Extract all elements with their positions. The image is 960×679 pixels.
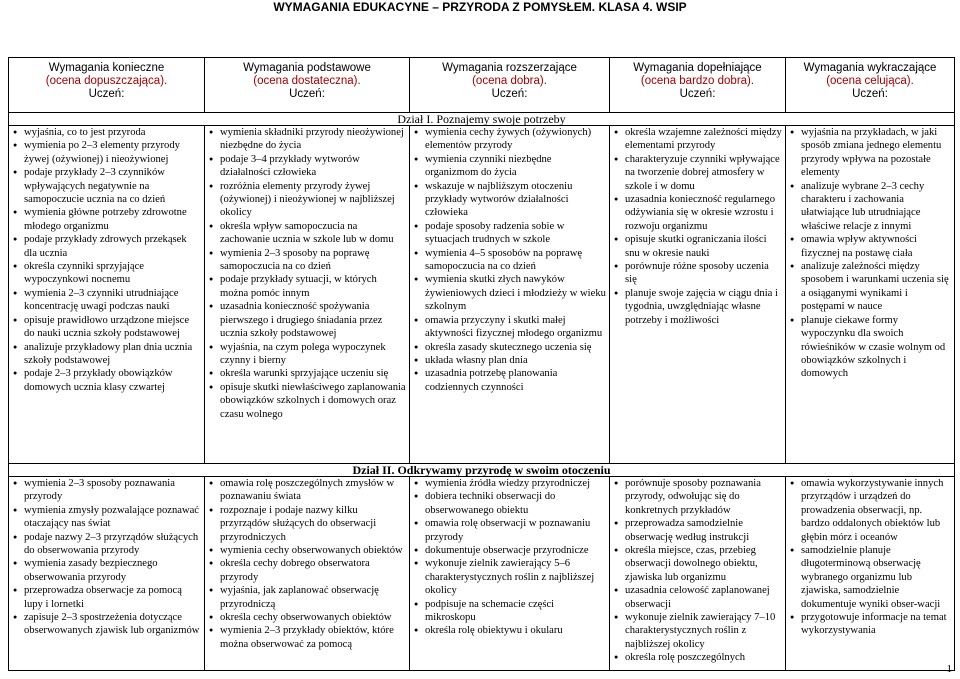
requirement-item: ● opisuje prawidłowo urządzone miejsce do nauki ucznia szkoły podstawowej — [24, 314, 202, 341]
section-1-col-4 — [610, 126, 786, 464]
requirement-item: ● zapisuje 2–3 spostrzeżenia dotyczące obserwowanych zjawisk lub organizmów — [24, 611, 202, 638]
section-1-row — [9, 126, 955, 464]
requirement-item: ● wyjaśnia, co to jest przyroda — [24, 126, 202, 139]
requirement-item: ● określa cechy obserwowanych obiektów — [220, 611, 407, 624]
requirement-item: ● określa rolę poszczególnych — [625, 651, 783, 664]
requirement-item: ● określa wpływ samopoczucia na zachowanie ucznia w szkole lub w domu — [220, 220, 407, 247]
requirement-item: ● opisuje skutki ograniczania ilości snu w okresie nauki — [625, 233, 783, 260]
requirement-item: ● podaje przykłady zdrowych przekąsek dla ucznia — [24, 233, 202, 260]
requirement-item: ● podaje 3–4 przykłady wytworów działalności człowieka — [220, 153, 407, 180]
requirement-item: ● określa wzajemne zależności między elementami przyrody — [625, 126, 783, 153]
requirement-item: ● przygotowuje informacje na temat wykorzystywania — [801, 611, 952, 638]
requirement-item: ● wymienia po 2–3 elementy przyrody żywej (ożywionej) i nieożywionej — [24, 139, 202, 166]
requirement-item: ● porównuje sposoby poznawania przyrody, odwołując się do konkretnych przykładów — [625, 477, 783, 517]
requirement-item: ● wymienia zmysły pozwalające poznawać otaczający nas świat — [24, 504, 202, 531]
requirement-item: ● uzasadnia celowość zaplanowanej obserwacji — [625, 584, 783, 611]
requirement-item: ● podaje przykłady sytuacji, w których można pomóc innym — [220, 273, 407, 300]
requirement-item: ● podaje przykłady 2–3 czynników wpływających negatywnie na samopoczucie ucznia na co dzień — [24, 166, 202, 206]
requirement-item: ● rozpoznaje i podaje nazwy kilku przyrządów służących do obserwacji przyrodniczych — [220, 504, 407, 544]
section-2-col-1 — [9, 477, 205, 671]
requirement-item: ● określa zasady skutecznego uczenia się — [425, 341, 607, 354]
section-1-col-1 — [9, 126, 205, 464]
section-header-1 — [9, 113, 955, 126]
requirement-item: ● uzasadnia konieczność spożywania pierwszego i drugiego śniadania przez ucznia szkoły podstawowej — [220, 300, 407, 340]
requirement-item: ● omawia przyczyny i skutki małej aktywności fizycznej młodego organizmu — [425, 314, 607, 341]
section-title: Dział I. Poznajemy swoje potrzeby — [9, 113, 955, 126]
requirement-item: ● omawia rolę poszczególnych zmysłów w poznawaniu świata — [220, 477, 407, 504]
section-1-col-2 — [205, 126, 410, 464]
document-title: WYMAGANIA EDUKACYNE – PRZYRODA Z POMYSŁEM. KLASA 4. WSIP — [273, 0, 687, 14]
requirement-item: ● podaje sposoby radzenia sobie w sytuacjach trudnych w szkole — [425, 220, 607, 247]
requirement-item: ● określa czynniki sprzyjające wypoczynkowi nocnemu — [24, 260, 202, 287]
section-1-col-3 — [410, 126, 610, 464]
requirement-item: ● określa miejsce, czas, przebieg obserwacji dowolnego obiektu, zjawiska lub organizmu — [625, 544, 783, 584]
requirement-item: ● wskazuje w najbliższym otoczeniu przykłady wytworów działalności człowieka — [425, 180, 607, 220]
requirement-item: ● przeprowadza obserwacje za pomocą lupy i lornetki — [24, 584, 202, 611]
requirement-item: ● wymienia 4–5 sposobów na poprawę samopoczucia na co dzień — [425, 247, 607, 274]
requirement-item: ● planuje swoje zajęcia w ciągu dnia i tygodnia, uwzględniając własne potrzeby i możliwości — [625, 287, 783, 327]
requirement-item: ● określa rolę obiektywu i okularu — [425, 624, 607, 637]
section-2-row — [9, 477, 955, 671]
column-header-wykraczajace: Wymagania wykraczające (ocena celująca). Uczeń: — [786, 58, 955, 113]
requirement-item: ● wymienia cechy obserwowanych obiektów — [220, 544, 407, 557]
requirement-item: ● samodzielnie planuje długoterminową obserwację wybranego organizmu lub zjawiska, samodzielnie dokumentuje wyniki obser-wacji — [801, 544, 952, 611]
requirement-item: ● omawia wykorzystywanie innych przyrządów i urządzeń do prowadzenia obserwacji, np. bardzo oddalonych obiektów lub głębin mórz i oceanów — [801, 477, 952, 544]
requirement-item: ● układa własny plan dnia — [425, 354, 607, 367]
requirement-item: ● rozróżnia elementy przyrody żywej (ożywionej) i nieożywionej w najbliższej okolicy — [220, 180, 407, 220]
requirement-item: ● wymienia zasady bezpiecznego obserwowania przyrody — [24, 557, 202, 584]
requirement-item: ● uzasadnia konieczność regularnego odżywiania się w okresie wzrostu i rozwoju organizmu — [625, 193, 783, 233]
requirement-item: ● wymienia 2–3 sposoby na poprawę samopoczucia na co dzień — [220, 247, 407, 274]
requirement-item: ● omawia wpływ aktywności fizycznej na postawę ciała — [801, 233, 952, 260]
page-number: 1 — [946, 663, 952, 675]
requirement-item: ● wymienia skutki złych nawyków żywieniowych dzieci i młodzieży w wieku szkolnym — [425, 273, 607, 313]
requirement-item: ● wymienia składniki przyrody nieożywionej niezbędne do życia — [220, 126, 407, 153]
requirement-item: ● omawia rolę obserwacji w poznawaniu przyrody — [425, 517, 607, 544]
column-header-podstawowe: Wymagania podstawowe (ocena dostateczna). Uczeń: — [205, 58, 410, 113]
requirement-item: ● wymienia czynniki niezbędne organizmom do życia — [425, 153, 607, 180]
requirement-item: ● opisuje skutki niewłaściwego zaplanowania obowiązków szkolnych i domowych oraz czasu wolnego — [220, 381, 407, 421]
section-2-col-5 — [786, 477, 955, 671]
column-header-dopelniajace: Wymagania dopełniające (ocena bardzo dobra). Uczeń: — [610, 58, 786, 113]
requirement-item: ● wyjaśnia, jak zaplanować obserwację przyrodniczą — [220, 584, 407, 611]
section-title: Dział II. Odkrywamy przyrodę w swoim otoczeniu — [9, 464, 955, 477]
requirement-item: ● wymienia 2–3 czynniki utrudniające koncentrację uwagi podczas nauki — [24, 287, 202, 314]
requirement-item: ● podpisuje na schemacie części mikroskopu — [425, 598, 607, 625]
requirement-item: ● uzasadnia potrzebę planowania codziennych czynności — [425, 367, 607, 394]
column-header-konieczne: Wymagania konieczne (ocena dopuszczająca). Uczeń: — [9, 58, 205, 113]
requirement-item: ● wymienia główne potrzeby zdrowotne młodego organizmu — [24, 206, 202, 233]
requirement-item: ● wykonuje zielnik zawierający 5–6 charakterystycznych roślin z najbliższej okolicy — [425, 557, 607, 597]
requirements-table — [8, 57, 955, 671]
section-2-col-3 — [410, 477, 610, 671]
requirement-item: ● charakteryzuje czynniki wpływające na tworzenie dobrej atmosfery w szkole i w domu — [625, 153, 783, 193]
requirement-item: ● wymienia źródła wiedzy przyrodniczej — [425, 477, 607, 490]
section-2-col-4 — [610, 477, 786, 671]
requirement-item: ● wymienia 2–3 sposoby poznawania przyrody — [24, 477, 202, 504]
requirement-item: ● porównuje różne sposoby uczenia się — [625, 260, 783, 287]
requirement-item: ● planuje ciekawe formy wypoczynku dla swoich rówieśników w czasie wolnym od obowiązków szkolnych i domowych — [801, 314, 952, 381]
requirement-item: ● określa cechy dobrego obserwatora przyrody — [220, 557, 407, 584]
column-header-rozszerzajace: Wymagania rozszerzające (ocena dobra). Uczeń: — [410, 58, 610, 113]
requirement-item: ● wyjaśnia, na czym polega wypoczynek czynny i bierny — [220, 341, 407, 368]
requirement-item: ● wykonuje zielnik zawierający 7–10 charakterystycznych roślin z najbliższej okolicy — [625, 611, 783, 651]
header-row — [9, 58, 955, 113]
requirement-item: ● dobiera techniki obserwacji do obserwowanego obiektu — [425, 490, 607, 517]
requirement-item: ● określa warunki sprzyjające uczeniu się — [220, 367, 407, 380]
requirement-item: ● podaje nazwy 2–3 przyrządów służących do obserwowania przyrody — [24, 531, 202, 558]
requirement-item: ● wymienia cechy żywych (ożywionych) elementów przyrody — [425, 126, 607, 153]
requirement-item: ● podaje 2–3 przykłady obowiązków domowych ucznia klasy czwartej — [24, 367, 202, 394]
requirement-item: ● analizuje zależności między sposobem i warunkami uczenia się a osiąganymi wynikami i postępami w nauce — [801, 260, 952, 314]
section-2-col-2 — [205, 477, 410, 671]
section-1-col-5 — [786, 126, 955, 464]
requirement-item: ● dokumentuje obserwacje przyrodnicze — [425, 544, 607, 557]
requirement-item: ● przeprowadza samodzielnie obserwację według instrukcji — [625, 517, 783, 544]
requirement-item: ● wyjaśnia na przykładach, w jaki sposób zmiana jednego elementu przyrody wpływa na pozostałe elementy — [801, 126, 952, 180]
requirement-item: ● analizuje wybrane 2–3 cechy charakteru i zachowania ułatwiające lub utrudniające właściwe relacje z innymi — [801, 180, 952, 234]
requirement-item: ● analizuje przykładowy plan dnia ucznia szkoły podstawowej — [24, 341, 202, 368]
section-header-2 — [9, 464, 955, 477]
requirement-item: ● wymienia 2–3 przykłady obiektów, które można obserwować za pomocą — [220, 624, 407, 651]
